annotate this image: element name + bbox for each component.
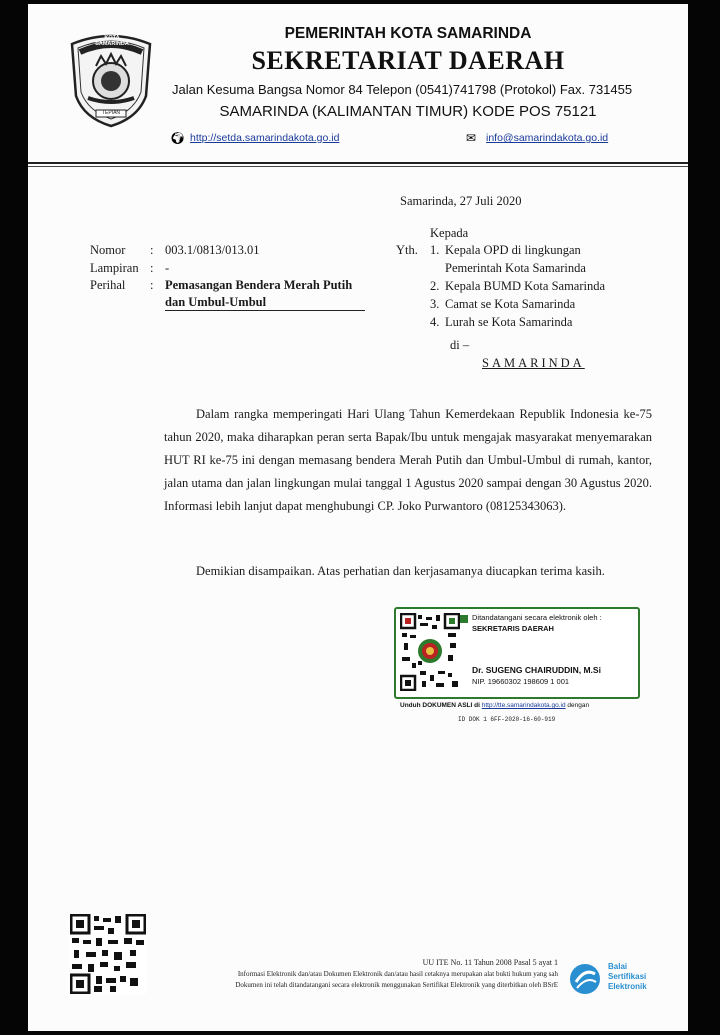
signer-nip: NIP. 19660302 198609 1 001 <box>472 677 570 686</box>
recipient-num: 2. <box>430 279 440 293</box>
download-prefix: Unduh DOKUMEN ASLI di <box>400 702 480 709</box>
kepada-label: Kepada <box>430 226 469 240</box>
di-label: di – <box>450 338 470 352</box>
lampiran-label: Lampiran <box>90 261 139 275</box>
recipient-num: 3. <box>430 297 440 311</box>
signer-name: Dr. SUGENG CHAIRUDDIN, M.Si <box>472 665 601 675</box>
perihal-line1: Pemasangan Bendera Merah Putih <box>165 278 353 292</box>
footer-line2: Dokumen ini telah ditandatangani secara elektronik menggunakan Sertifikat Elektronik yang diterbitkan oleh BSrE <box>235 981 558 989</box>
footer-line1: Informasi Elektronik dan/atau Dokumen Elektronik dan/atau hasil cetaknya merupakan alat bukti hukum yang sah <box>237 970 558 978</box>
colon: : <box>150 278 154 292</box>
download-url[interactable]: http://tte.samarindakota.go.id <box>481 702 566 709</box>
law-reference: UU ITE No. 11 Tahun 2008 Pasal 5 ayat 1 <box>422 958 558 967</box>
download-note <box>400 702 589 709</box>
recipient-line: Pemerintah Kota Samarinda <box>445 261 586 275</box>
header-rule-thin <box>28 166 688 167</box>
email-icon: ✉ <box>466 131 477 145</box>
nomor-value: 003.1/0813/013.01 <box>165 243 260 257</box>
agency-name: PEMERINTAH KOTA SAMARINDA <box>284 25 532 42</box>
bsre-line: Elektronik <box>608 982 647 991</box>
bsre-line: Balai <box>608 962 628 971</box>
city-line: SAMARINDA (KALIMANTAN TIMUR) KODE POS 75121 <box>219 103 597 120</box>
green-marker-icon <box>460 615 468 623</box>
recipient-line: Kepala OPD di lingkungan <box>445 243 581 257</box>
recipient-line: Lurah se Kota Samarinda <box>445 315 573 329</box>
yth-label: Yth. <box>396 243 418 257</box>
colon: : <box>150 243 154 257</box>
footer-qr-code <box>70 914 146 994</box>
bsre-line: Sertifikasi <box>608 972 647 981</box>
closing-text: Demikian disampaikan. Atas perhatian dan kerjasamanya diucapkan terima kasih. <box>196 564 605 578</box>
perihal-underline <box>165 310 365 311</box>
website-link[interactable]: http://setda.samarindakota.go.id <box>190 132 340 144</box>
logo-text-bottom: TEPIAN <box>101 110 121 116</box>
header-rule <box>28 162 688 164</box>
signed-by-label: Ditandatangani secara elektronik oleh : <box>472 613 602 622</box>
nomor-label: Nomor <box>90 243 126 257</box>
recipient-line: Kepala BUMD Kota Samarinda <box>445 279 606 293</box>
bsre-logo-icon <box>568 962 602 996</box>
recipient-num: 1. <box>430 243 440 257</box>
download-suffix: dengan <box>567 702 590 709</box>
office-name: SEKRETARIAT DAERAH <box>251 46 565 75</box>
doc-id: ID DOK 1 6FF-2020-16-60-919 <box>458 716 556 723</box>
colon: : <box>150 261 154 275</box>
place-date: Samarinda, 27 Juli 2020 <box>400 194 522 208</box>
perihal-label: Perihal <box>90 278 126 292</box>
body-text: Dalam rangka memperingati Hari Ulang Tahun Kemerdekaan Republik Indonesia ke-75 tahun 2020, maka diharapkan peran serta Bapak/Ibu untuk mengajak masyarakat menyemarakan HUT RI ke-75 ini dengan memasang bendera Merah Putih dan Umbul-Umbul di rumah, kantor, jalan utama dan jalan lingkungan mulai tanggal 1 Agustus 2020 sampai dengan 30 Agustus 2020. Informasi lebih lanjut dapat menghubungi CP. Joko Purwantoro (08125343063). <box>164 407 652 513</box>
city-logo <box>66 26 156 130</box>
signature-qr-code <box>400 613 460 691</box>
e-signature-box <box>394 607 640 699</box>
recipient-num: 4. <box>430 315 440 329</box>
destination: SAMARINDA <box>482 356 585 370</box>
address-line: Jalan Kesuma Bangsa Nomor 84 Telepon (0541)741798 (Protokol) Fax. 731455 <box>172 82 633 97</box>
lampiran-value: - <box>165 261 170 275</box>
perihal-line2: dan Umbul-Umbul <box>165 295 267 309</box>
logo-text-top: KOTA SAMARINDA <box>95 35 129 47</box>
bsre-label <box>608 962 647 992</box>
signer-position: SEKRETARIS DAERAH <box>472 624 554 633</box>
letter-body <box>164 403 652 518</box>
letter-page <box>28 4 688 1031</box>
globe-icon: 🌍︎ <box>170 131 186 145</box>
email-link[interactable]: info@samarindakota.go.id <box>486 132 609 144</box>
recipient-line: Camat se Kota Samarinda <box>445 297 576 311</box>
